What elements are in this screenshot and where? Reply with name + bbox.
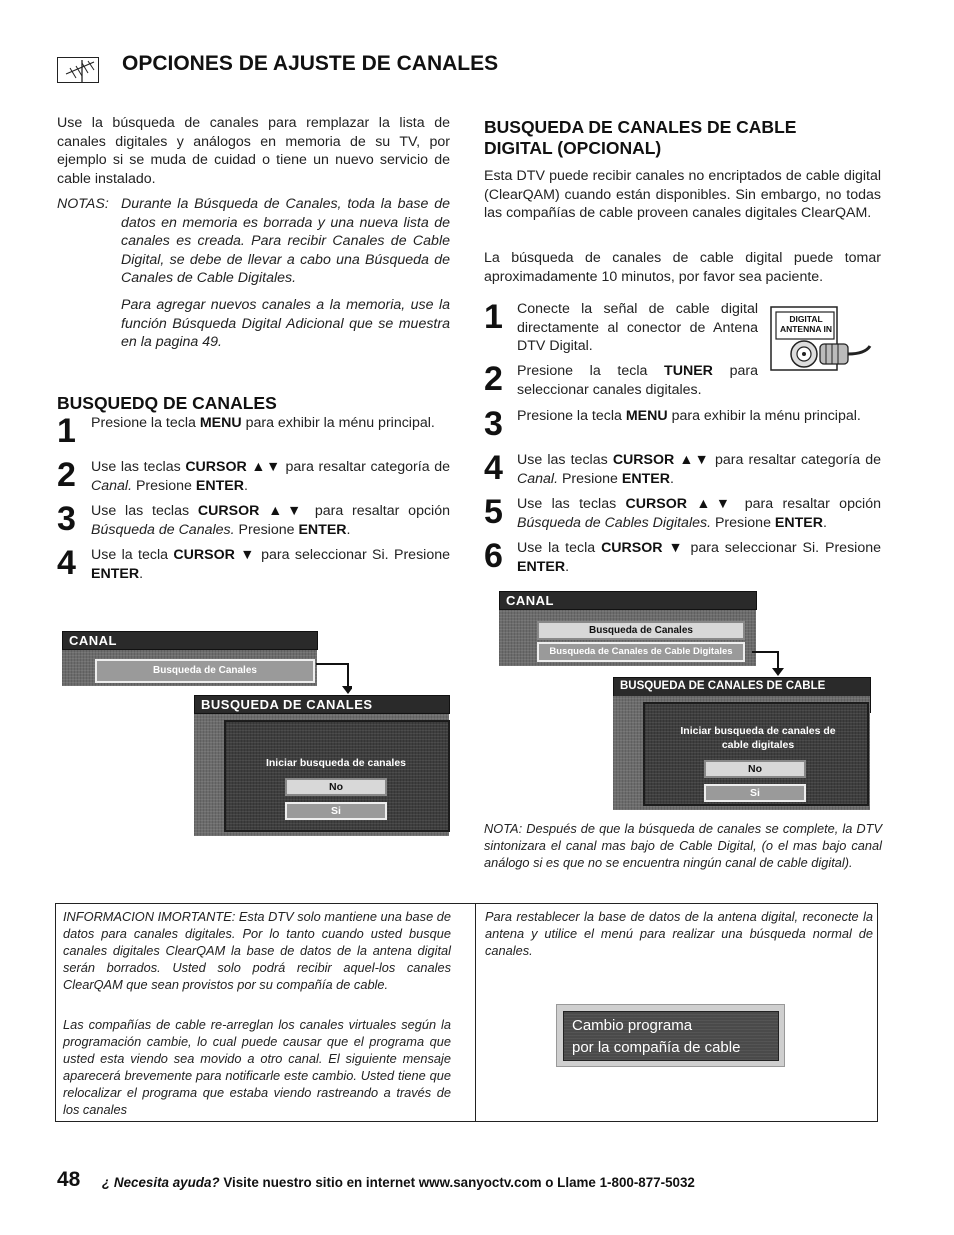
- step-text: Use las teclas CURSOR ▲▼ para resaltar opción Búsqueda de Canales. Presione ENTER.: [91, 503, 450, 538]
- message-line-1: Cambio programa: [572, 1017, 693, 1034]
- step-text: Conecte la señal de cable digital directamente al conector de Antena DTV Digital.: [517, 301, 758, 355]
- left-steps: [57, 414, 450, 594]
- tv-menu-bar-busqueda: BUSQUEDA DE CANALES: [194, 695, 450, 714]
- tv-menu-bar-canal: CANAL: [499, 591, 757, 610]
- step-text: Use las teclas CURSOR ▲▼ para resaltar categoría de Canal. Presione ENTER.: [517, 452, 882, 487]
- option-no[interactable]: No: [704, 760, 806, 778]
- step-number: 1: [484, 298, 503, 336]
- info-restore: Para restablecer la base de datos de la antena digital, reconecte la antena y utilice el menú para realizar una búsqueda normal de canales.: [485, 909, 873, 958]
- dialog-label: Iniciar busqueda de canales: [265, 757, 407, 769]
- option-no[interactable]: No: [285, 778, 387, 796]
- step-number: 4: [484, 449, 503, 487]
- notes-label: NOTAS:: [57, 196, 109, 212]
- note-2: Para agregar nuevos canales a la memoria, use la función Búsqueda Digital Adicional que se muestra en la pagina 49.: [121, 297, 450, 351]
- cable-paragraph-2: La búsqueda de canales de cable digital puede tomar aproximadamente 10 minutos, por favor sea paciente.: [484, 250, 881, 285]
- info-important: INFORMACION IMORTANTE: Esta DTV solo mantiene una base de datos para canales digitales. Por lo tanto cuando usted busque canales digitales ClearQAM la base de datos de la antena digital serán borrados. Usted solo podrá recibir aquel-los canales ClearQAM que sean provistos por su compañía de cable.: [63, 909, 451, 992]
- step-number: 3: [57, 500, 76, 538]
- help-line: [102, 1174, 695, 1192]
- step-number: 4: [57, 544, 76, 582]
- option-si[interactable]: Si: [704, 784, 806, 802]
- info-box: [55, 903, 878, 1122]
- step-text: Presione la tecla TUNER para seleccionar canales digitales.: [517, 363, 758, 398]
- message-panel: [563, 1011, 779, 1061]
- help-question: ¿ Necesita ayuda?: [102, 1175, 220, 1190]
- option-si[interactable]: Si: [285, 802, 387, 820]
- antenna-icon: [57, 57, 99, 83]
- cable-change-message: [556, 1004, 785, 1067]
- menu-item-busqueda-cable-digitales[interactable]: Busqueda de Canales de Cable Digitales: [537, 642, 745, 662]
- step-text: Use la tecla CURSOR ▼ para seleccionar Si. Presione ENTER.: [91, 547, 450, 582]
- info-divider: [475, 904, 476, 1121]
- menu-item-busqueda-canales[interactable]: Busqueda de Canales: [537, 621, 745, 640]
- message-line-2: por la compañía de cable: [572, 1039, 741, 1056]
- menu-item-busqueda-canales[interactable]: Busqueda de Canales: [95, 659, 315, 683]
- section-title-cable: BUSQUEDA DE CANALES DE CABLE DIGITAL (OPCIONAL): [484, 117, 797, 158]
- tv-menu-bar-canal: CANAL: [62, 631, 318, 650]
- info-cable-rearrange: Las compañías de cable re-arreglan los canales virtuales según la programación cambie, lo cual puede causar que el programa que usted esta viendo sea movido a otro canal. El siguiente mensaje aparecerá brevemente para notificarle este cambio. Usted tiene que relocalizar el programa que estaba viendo rastreando a través de los canales: [63, 1017, 451, 1117]
- note-1: Durante la Búsqueda de Canales, toda la base de datos en memoria es borrada y una nueva lista de canales es creada. Para recibir Canales de Cable Digital, se debe de llevar a cabo una Búsqueda de Canales de Cable Digitales.: [121, 196, 450, 287]
- step-text: Use las teclas CURSOR ▲▼ para resaltar opción Búsqueda de Cables Digitales. Presione ENTER.: [517, 496, 881, 531]
- step-number: 2: [57, 456, 76, 494]
- step-number: 1: [57, 412, 76, 450]
- step-text: Use las teclas CURSOR ▲▼ para resaltar categoría de Canal. Presione ENTER.: [91, 459, 451, 494]
- step-number: 2: [484, 360, 503, 398]
- tv-menu-bar-busqueda-cable: BUSQUEDA DE CANALES DE CABLE: [613, 677, 871, 713]
- arrow-connector: [312, 658, 352, 698]
- connector-label: DIGITAL ANTENNA IN: [779, 314, 833, 334]
- page-title: OPCIONES DE AJUSTE DE CANALES: [122, 52, 499, 75]
- step-number: 5: [484, 493, 503, 531]
- section-title-busqueda: BUSQUEDQ DE CANALES: [57, 393, 277, 413]
- intro-paragraph: Use la búsqueda de canales para remplazar la lista de canales digitales y análogos en memoria de su TV, por ejemplo si se muda de cuidad o tiene un nuevo servicio de cable instalado.: [57, 115, 450, 187]
- step-text: Presione la tecla MENU para exhibir la ménu principal.: [517, 408, 861, 424]
- cable-paragraph-1: Esta DTV puede recibir canales no encriptados de cable digital (ClearQAM) cuando están disponibles. Sin embargo, no todas las compañías de cable proveen canales digitales ClearQAM.: [484, 168, 881, 222]
- help-text: Visite nuestro sitio en internet www.sanyoctv.com o Llame 1-800-877-5032: [219, 1175, 695, 1190]
- step-number: 6: [484, 537, 503, 575]
- right-steps: [484, 300, 881, 580]
- page-number: 48: [57, 1168, 81, 1191]
- nota-text: NOTA: Después de que la búsqueda de canales se complete, la DTV sintonizara el canal mas bajo de Cable Digital, (o el mas bajo canal análogo si es que no se encuentra ningún canal de cable digital).: [484, 821, 882, 870]
- dialog-label: Iniciar busqueda de canales de cable digitales: [680, 725, 836, 751]
- step-number: 3: [484, 405, 503, 443]
- step-text: Presione la tecla MENU para exhibir la ménu principal.: [91, 415, 435, 431]
- step-text: Use la tecla CURSOR ▼ para seleccionar Si. Presione ENTER.: [517, 540, 881, 575]
